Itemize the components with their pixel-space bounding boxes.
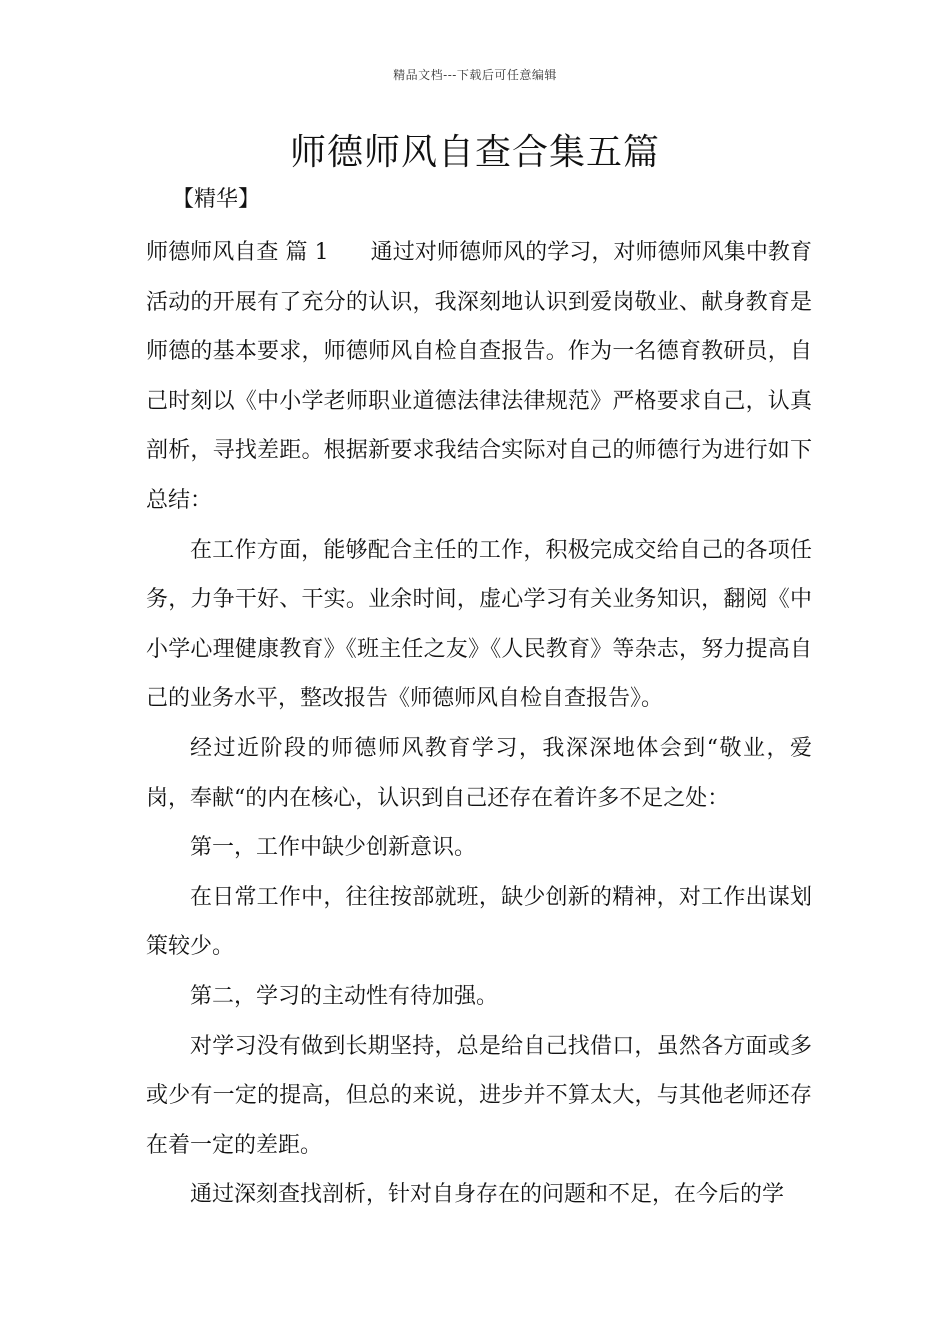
document-tag: 【精华】 [172,187,261,212]
document-body [146,228,812,1220]
header-note: 精品文档---下载后可任意编辑 [393,68,557,82]
paragraph-8: 通过深刻查找剖析，针对自身存在的问题和不足，在今后的学 [190,1182,785,1208]
paragraph-4: 第一，工作中缺少创新意识。 [190,835,477,861]
document-title: 师德师风自查合集五篇 [289,132,660,173]
section-label: 师德师风自查 篇 1 [146,240,329,265]
paragraph-1 [146,228,812,526]
paragraph-6: 第二，学习的主动性有待加强。 [190,983,499,1009]
paragraph-3: 经过近阶段的师德师风教育学习，我深深地体会到“敬业，爱岗，奉献“的内在核心，认识到自己还存在着许多不足之处： [146,735,812,811]
paragraph-2: 在工作方面，能够配合主任的工作，积极完成交给自己的各项任务，力争干好、干实。业余时间，虚心学习有关业务知识，翻阅《中小学心理健康教育》《班主任之友》《人民教育》等杂志，努力提高自己的业务水平，整改报告《师德师风自检自查报告》。 [146,537,812,712]
paragraph-text: 通过对师德师风的学习，对师德师风集中教育活动的开展有了充分的认识，我深刻地认识到爱岗敬业、献身教育是师德的基本要求，师德师风自检自查报告。作为一名德育教研员，自己时刻以《中小学老师职业道德法律法律规范》严格要求自己，认真剖析，寻找差距。根据新要求我结合实际对自己的师德行为进行如下总结： [146,240,812,513]
paragraph-7: 对学习没有做到长期坚持，总是给自己找借口，虽然各方面或多或少有一定的提高，但总的来说，进步并不算太大，与其他老师还存在着一定的差距。 [146,1033,812,1158]
paragraph-5: 在日常工作中，往往按部就班，缺少创新的精神，对工作出谋划策较少。 [146,884,812,960]
